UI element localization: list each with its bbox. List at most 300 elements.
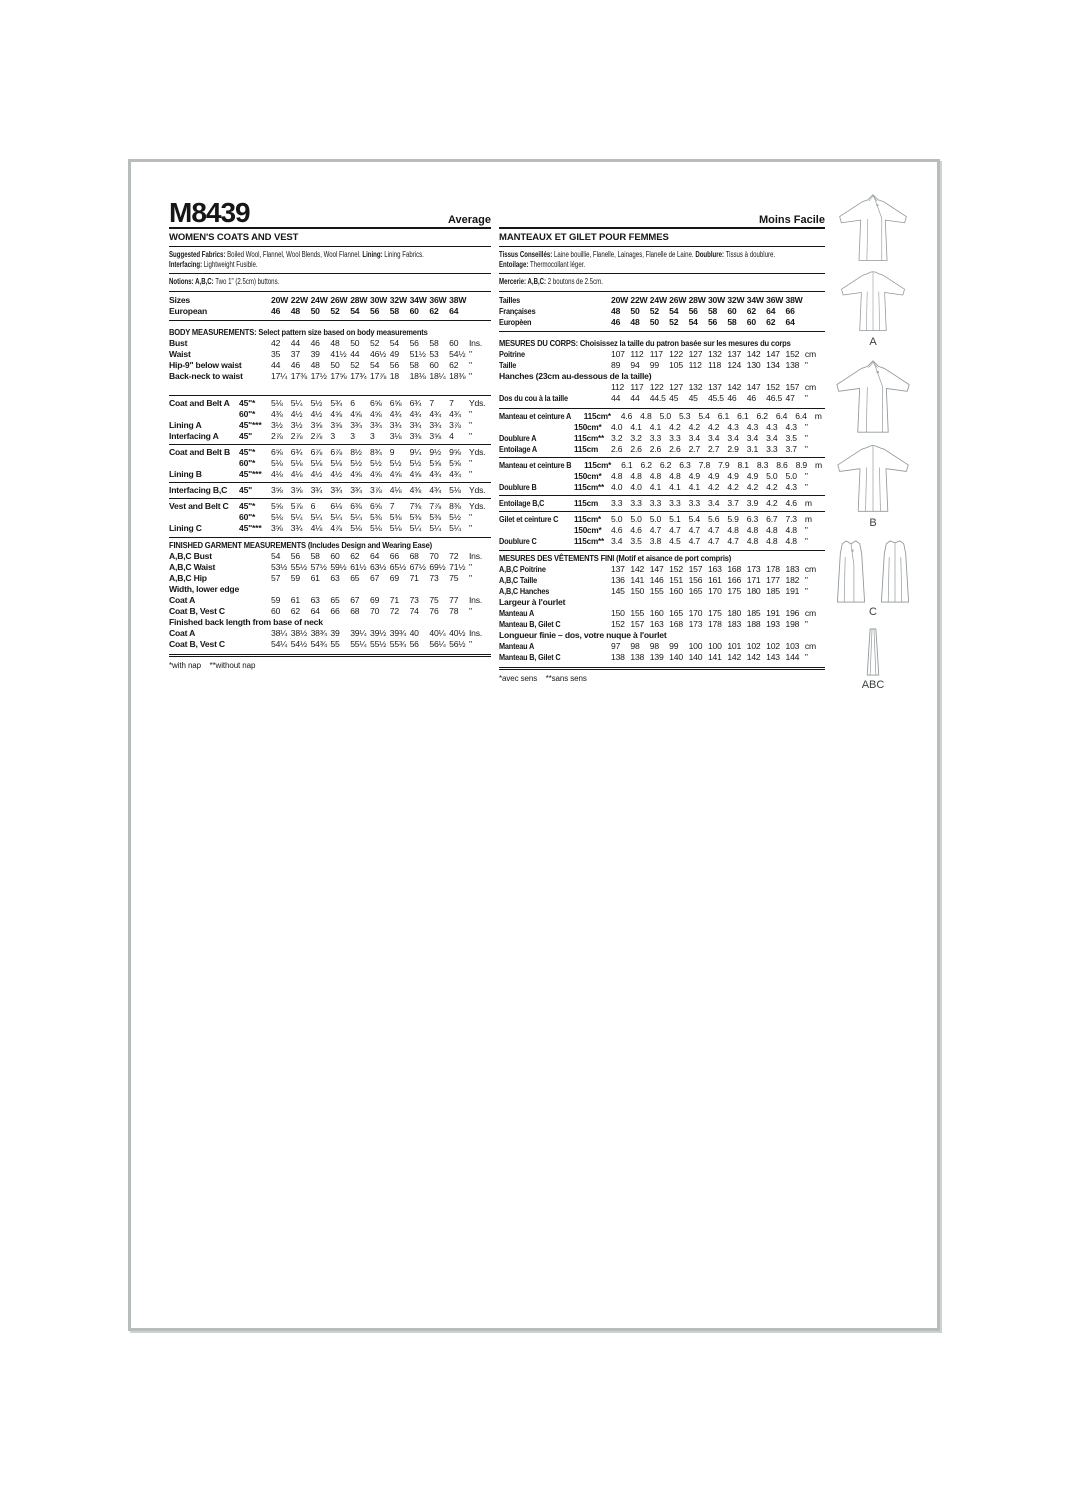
value-cell: 26W: [669, 294, 687, 305]
value-cell: 54: [688, 316, 698, 327]
value-cell: 152: [785, 348, 800, 359]
table-row: [169, 420, 491, 431]
value-cell: 4⅛: [271, 468, 283, 479]
value-cell: 3¾: [369, 419, 382, 430]
value-cell: 61½: [350, 561, 367, 572]
value-cell: 45: [669, 392, 679, 403]
value-cell: 107: [611, 348, 625, 359]
value-cell: 5⅛: [310, 457, 323, 468]
value-cell: 50: [330, 359, 340, 370]
unit-cell: ": [804, 432, 808, 443]
value-cell: 24W: [310, 294, 328, 305]
value-cell: 4.1: [649, 481, 662, 492]
value-cell: 5.6: [707, 513, 720, 524]
table-row: [499, 586, 825, 597]
value-cell: 4.2: [707, 481, 720, 492]
value-cell: 65: [350, 572, 360, 583]
value-cell: 4.8: [649, 470, 662, 481]
value-cell: 3¾: [350, 484, 362, 495]
value-cell: 6⅝: [389, 397, 402, 408]
table-row: [499, 471, 825, 482]
value-cell: 48: [310, 359, 320, 370]
value-cell: 9½: [429, 446, 441, 457]
unit-cell: [469, 295, 491, 306]
value-cell: 191: [785, 585, 800, 596]
value-cell: 8.9: [795, 459, 807, 470]
row-label: Taille: [499, 359, 517, 370]
unit-cell: ": [804, 421, 808, 432]
value-cell: 7: [389, 500, 395, 511]
value-cell: 41½: [330, 348, 347, 359]
value-cell: 6: [310, 500, 316, 511]
value-cell: 5⅝: [429, 457, 441, 468]
value-cell: 45.5: [707, 392, 724, 403]
value-cell: 3.7: [727, 497, 739, 508]
value-cell: 46½: [369, 348, 387, 359]
value-cell: 50: [310, 305, 320, 316]
value-cell: 62: [290, 605, 300, 616]
view-b-label: B: [869, 517, 877, 529]
value-cell: 185: [766, 585, 780, 596]
fabric-width: 45"***: [239, 522, 262, 533]
value-cell: 46: [290, 359, 300, 370]
value-cell: 143: [766, 651, 780, 662]
value-cell: 5¼: [409, 522, 422, 533]
value-cell: 7⅜: [409, 500, 422, 511]
row-label: Manteau B, Gilet C: [499, 618, 561, 629]
value-cell: 180: [727, 607, 742, 618]
unit-cell: Yds.: [468, 446, 486, 457]
value-cell: 142: [630, 563, 645, 574]
value-cell: 62: [350, 550, 360, 561]
row-label: Lining C: [169, 522, 202, 533]
value-cell: 3⅝: [271, 522, 283, 533]
value-cell: 3½: [271, 419, 283, 430]
unit-cell: ": [804, 585, 808, 596]
french-column: [499, 196, 825, 683]
suggested-fabrics-line: Suggested Fabrics: Boiled Wool, Flannel, Wool Blends, Wool Flannel. Lining: Lining Fabrics.: [169, 250, 424, 259]
value-cell: 102: [766, 640, 780, 651]
value-cell: 5¼: [290, 397, 303, 408]
row-label: Coat B, Vest C: [169, 638, 225, 649]
value-cell: 3.5: [785, 432, 797, 443]
row-label: Coat A: [169, 594, 196, 605]
value-cell: 5¼: [290, 511, 303, 522]
row-label: Vest and Belt C: [169, 500, 229, 511]
value-cell: 4.8: [727, 524, 739, 535]
value-cell: 2.6: [630, 443, 642, 454]
value-cell: 5½: [449, 511, 461, 522]
value-cell: 4.9: [727, 470, 739, 481]
value-cell: 152: [669, 563, 683, 574]
value-cell: 4½: [330, 468, 342, 479]
value-cell: 178: [766, 563, 780, 574]
value-cell: 4.2: [746, 481, 759, 492]
table-row: [499, 608, 825, 619]
value-cell: 5.9: [727, 513, 739, 524]
value-cell: 4.3: [746, 421, 759, 432]
row-label: [499, 471, 563, 482]
value-cell: 7: [429, 397, 434, 408]
value-cell: 55¼: [350, 638, 367, 649]
fabric-width: 45"***: [239, 468, 262, 479]
table-row: [169, 639, 491, 650]
unit-cell: [805, 306, 821, 317]
value-cell: 17¼: [271, 370, 288, 381]
value-cell: 49: [389, 348, 399, 359]
value-cell: 6¾: [409, 397, 422, 408]
value-cell: 57: [271, 572, 281, 583]
table-row: [169, 562, 491, 573]
finished-table-en: [169, 551, 491, 650]
table-row: [169, 444, 491, 458]
value-cell: 54: [350, 305, 360, 316]
value-cell: 58: [429, 337, 439, 348]
value-cell: 4⅝: [350, 468, 362, 479]
value-cell: 40½: [449, 627, 466, 638]
table-row: [499, 536, 825, 547]
value-cell: 7.8: [698, 459, 711, 470]
value-cell: 54½: [449, 348, 466, 359]
value-cell: 5.0: [649, 513, 662, 524]
value-cell: 54¼: [271, 638, 288, 649]
table-row: [499, 641, 825, 652]
value-cell: 72: [389, 605, 399, 616]
coat-a-front-drawing: [831, 192, 915, 264]
value-cell: 18: [389, 370, 399, 381]
metrage-table-fr: [499, 409, 825, 551]
value-cell: 28W: [350, 294, 368, 305]
value-cell: 46: [271, 305, 281, 316]
value-cell: 5⅛: [271, 397, 283, 408]
fabric-width: 45"*: [239, 397, 256, 408]
value-cell: 4.9: [707, 470, 720, 481]
value-cell: 3.3: [669, 497, 681, 508]
value-cell: 6.3: [679, 459, 691, 470]
value-cell: 101: [727, 640, 742, 651]
row-label: Sizes: [169, 294, 190, 305]
table-row: [499, 457, 825, 471]
value-cell: 6.1: [737, 410, 749, 421]
value-cell: 6: [350, 397, 355, 408]
value-cell: 4¾: [449, 408, 461, 419]
value-cell: 3.3: [611, 497, 623, 508]
value-cell: 4.0: [630, 481, 642, 492]
table-row: [169, 595, 491, 606]
unit-cell: ": [468, 348, 472, 359]
fabric-width: 115cm**: [574, 433, 605, 443]
value-cell: 6.2: [659, 459, 672, 470]
value-cell: 62: [449, 359, 459, 370]
value-cell: 62: [429, 305, 439, 316]
value-cell: 4.7: [688, 535, 700, 546]
value-cell: 5⅛: [271, 511, 283, 522]
value-cell: 3.3: [649, 497, 662, 508]
value-cell: 161: [707, 574, 722, 585]
table-row: [169, 360, 491, 371]
value-cell: 3.3: [669, 432, 681, 443]
row-label: A,B,C Poitrine: [499, 563, 546, 574]
value-cell: 56: [389, 359, 399, 370]
value-cell: 118: [707, 359, 722, 370]
table-row: [499, 575, 825, 586]
value-cell: 2.6: [649, 443, 662, 454]
value-cell: 5¼: [350, 511, 362, 522]
value-cell: 5⅛: [389, 522, 402, 533]
row-label: Tailles: [499, 294, 521, 305]
value-cell: 3.3: [688, 497, 700, 508]
yardage-table-en: [169, 396, 491, 538]
value-cell: 3.4: [688, 432, 700, 443]
value-cell: 193: [766, 618, 780, 629]
value-cell: 66: [330, 605, 340, 616]
value-cell: 3.4: [746, 432, 759, 443]
value-cell: 53: [429, 348, 439, 359]
value-cell: 4.8: [640, 410, 652, 421]
fabric-width: 45"*: [239, 446, 256, 457]
value-cell: 94: [630, 359, 640, 370]
row-label: Europèen: [499, 316, 532, 327]
value-cell: 160: [669, 585, 683, 596]
unit-cell: ": [468, 370, 472, 381]
value-cell: 26W: [330, 294, 348, 305]
value-cell: 4.6: [630, 524, 642, 535]
value-cell: 3.3: [630, 497, 642, 508]
value-cell: 4.7: [688, 524, 700, 535]
value-cell: 173: [746, 563, 761, 574]
fabrics-block-en: [169, 247, 491, 274]
value-cell: 4.6: [620, 410, 633, 421]
value-cell: 3.4: [727, 432, 739, 443]
value-cell: 136: [611, 574, 625, 585]
value-cell: 155: [649, 585, 664, 596]
value-cell: 4½: [310, 408, 323, 419]
value-cell: 122: [649, 381, 664, 392]
value-cell: 4.3: [727, 421, 739, 432]
value-cell: 46.5: [766, 392, 783, 403]
value-cell: 3⅝: [330, 419, 342, 430]
row-label: Manteau A: [499, 607, 535, 618]
value-cell: 69: [369, 594, 380, 605]
value-cell: 3.2: [630, 432, 642, 443]
value-cell: 73: [429, 572, 439, 583]
value-cell: 132: [688, 381, 703, 392]
value-cell: 64: [310, 605, 320, 616]
fabrics-block-fr: [499, 247, 825, 274]
garment-drawings: [831, 192, 915, 700]
value-cell: 3¾: [290, 522, 303, 533]
row-label: Coat B, Vest C: [169, 605, 225, 616]
value-cell: 147: [766, 348, 780, 359]
table-row: [169, 338, 491, 349]
value-cell: 17⅜: [290, 370, 307, 381]
finished-measurements-fr: [499, 551, 825, 670]
unit-cell: ": [804, 392, 808, 403]
row-label: Dos du cou à la taille: [499, 392, 568, 403]
value-cell: 117: [649, 348, 663, 359]
value-cell: 60: [727, 305, 737, 316]
table-subheading: Hanches (23cm au-dessous de la taille): [499, 370, 652, 381]
fabric-width: 115cm: [574, 498, 599, 508]
table-row: [169, 295, 491, 306]
value-cell: 58: [707, 305, 718, 316]
fabric-width: 60"*: [239, 408, 256, 419]
value-cell: 139: [649, 651, 664, 662]
value-cell: 67: [350, 594, 360, 605]
fabric-width: 115cm**: [574, 536, 605, 546]
value-cell: 2.7: [688, 443, 700, 454]
value-cell: 4.1: [688, 481, 700, 492]
table-row: [499, 295, 825, 306]
table-row: [499, 306, 825, 317]
vest-c-drawings: [831, 538, 915, 604]
value-cell: 6⅞: [310, 446, 323, 457]
value-cell: 3⅝: [271, 484, 283, 495]
value-cell: 150: [630, 585, 645, 596]
value-cell: 34W: [746, 294, 764, 305]
row-label: [499, 525, 563, 536]
value-cell: 165: [688, 585, 703, 596]
value-cell: 4.8: [669, 470, 681, 481]
value-cell: 65½: [389, 561, 406, 572]
value-cell: 196: [785, 607, 800, 618]
value-cell: 4.2: [669, 421, 681, 432]
value-cell: 30W: [369, 294, 388, 305]
value-cell: 3⅝: [290, 484, 303, 495]
value-cell: 52: [649, 305, 659, 316]
table-row: [169, 349, 491, 360]
row-label: Entoilage A: [499, 443, 538, 454]
value-cell: 3.2: [611, 432, 623, 443]
value-cell: 99: [649, 359, 659, 370]
value-cell: 138: [630, 651, 645, 662]
tissus-line: Tissus Conseillés: Laine bouillie, Flanelle, Lainages, Flanelle de Laine. Doublure: Tissus à doublure.: [499, 250, 776, 259]
finished-measurements-en: [169, 538, 491, 657]
value-cell: 145: [611, 585, 625, 596]
value-cell: 2.7: [707, 443, 720, 454]
value-cell: 28W: [688, 294, 706, 305]
value-cell: 47: [785, 392, 795, 403]
fabric-width: 45": [239, 484, 253, 495]
value-cell: 122: [669, 348, 683, 359]
table-subheading: Width, lower edge: [169, 583, 240, 594]
value-cell: 58: [310, 550, 320, 561]
value-cell: 54: [271, 550, 281, 561]
value-cell: 5¾: [330, 397, 342, 408]
unit-cell: Yds.: [468, 397, 486, 408]
row-label: Doublure C: [499, 535, 537, 546]
unit-cell: ": [804, 359, 808, 370]
value-cell: 4⅝: [409, 468, 422, 479]
value-cell: 37: [290, 348, 300, 359]
table-row: [169, 306, 491, 317]
table-row: [499, 652, 825, 663]
value-cell: 61: [290, 594, 300, 605]
value-cell: 60: [746, 316, 756, 327]
value-cell: 44.5: [649, 392, 666, 403]
value-cell: 46: [611, 316, 621, 327]
value-cell: 117: [630, 381, 644, 392]
value-cell: 44: [290, 337, 300, 348]
value-cell: 73: [409, 594, 419, 605]
value-cell: 3¾: [330, 484, 342, 495]
table-row: [169, 573, 491, 584]
table-row: [499, 411, 825, 422]
unit-cell: [805, 317, 821, 328]
value-cell: 138: [785, 359, 800, 370]
value-cell: 56¼: [429, 638, 446, 649]
value-cell: 17⅝: [330, 370, 347, 381]
body-measurements-fr: [499, 338, 825, 409]
value-cell: 165: [669, 607, 683, 618]
value-cell: 56: [290, 550, 300, 561]
unit-cell: Ins.: [468, 337, 483, 348]
unit-cell: cm: [804, 381, 816, 392]
value-cell: 5½: [389, 457, 402, 468]
value-cell: 141: [707, 651, 722, 662]
value-cell: 5⅜: [369, 511, 382, 522]
value-cell: 147: [649, 563, 664, 574]
value-cell: 4.2: [727, 481, 739, 492]
mercerie-block-fr: [499, 274, 825, 291]
value-cell: 32W: [727, 294, 745, 305]
value-cell: 66: [785, 305, 795, 316]
vest-c-back-drawing: [877, 538, 913, 604]
view-abc-label: ABC: [861, 679, 885, 691]
value-cell: 3.8: [649, 535, 662, 546]
value-cell: 60: [271, 605, 281, 616]
value-cell: 4⅝: [389, 468, 402, 479]
value-cell: 55½: [369, 638, 387, 649]
value-cell: 2⅞: [310, 430, 323, 441]
value-cell: 142: [746, 651, 761, 662]
value-cell: 127: [669, 381, 683, 392]
table-row: [169, 458, 491, 469]
value-cell: 6.7: [766, 513, 778, 524]
value-cell: 5½: [409, 457, 422, 468]
value-cell: 54¾: [310, 638, 327, 649]
value-cell: 67: [369, 572, 380, 583]
row-label: Manteau A: [499, 640, 535, 651]
value-cell: 22W: [630, 294, 648, 305]
value-cell: 44: [611, 392, 621, 403]
notions-line: Notions: A,B,C: Two 1" (2.5cm) buttons.: [169, 277, 280, 287]
value-cell: 39: [330, 627, 340, 638]
value-cell: 51½: [409, 348, 426, 359]
value-cell: 4⅝: [369, 468, 382, 479]
value-cell: 56: [409, 638, 419, 649]
value-cell: 38½: [290, 627, 307, 638]
value-cell: 67½: [409, 561, 426, 572]
pattern-envelope-back: [128, 159, 940, 1331]
value-cell: 4.2: [688, 421, 700, 432]
value-cell: 4.8: [630, 470, 642, 481]
value-cell: 168: [669, 618, 683, 629]
value-cell: 4⅞: [330, 522, 342, 533]
value-cell: 103: [785, 640, 800, 651]
unit-cell: Ins.: [468, 594, 483, 605]
value-cell: 3⅛: [389, 430, 402, 441]
value-cell: 3¾: [350, 419, 362, 430]
value-cell: 6.2: [756, 410, 768, 421]
pattern-number: M8439: [169, 197, 250, 228]
unit-cell: [469, 306, 491, 317]
value-cell: 4.8: [766, 535, 778, 546]
value-cell: 4.1: [649, 421, 662, 432]
value-cell: 8⅜: [449, 500, 461, 511]
value-cell: 5.0: [630, 513, 642, 524]
value-cell: 44: [350, 348, 360, 359]
